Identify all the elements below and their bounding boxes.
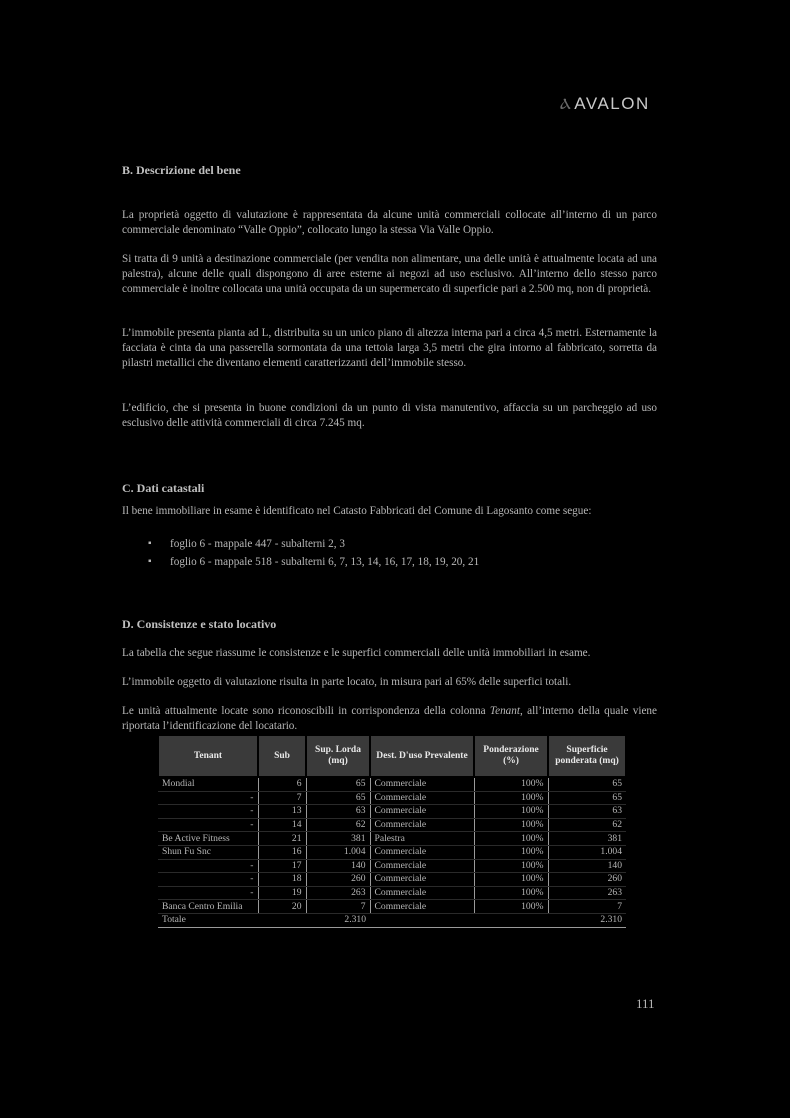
cell-tenant: Be Active Fitness <box>158 832 258 846</box>
cell-tenant: - <box>158 873 258 887</box>
cell-sup: 7 <box>306 900 370 914</box>
cell-supp: 65 <box>548 777 626 791</box>
cell-supp: 381 <box>548 832 626 846</box>
cell-dest: Commerciale <box>370 886 474 900</box>
section-b-paragraph-4: L’edificio, che si presenta in buone condizioni da un punto di vista manutentivo, affaccia su un parcheggio ad uso esclusivo delle attività commerciali di circa 7.245 mq. <box>122 402 657 429</box>
cell-tenant: - <box>158 791 258 805</box>
cell-sub: 19 <box>258 886 306 900</box>
cell-dest: Palestra <box>370 832 474 846</box>
logo-mark-icon: Ⲁ <box>560 96 573 113</box>
cell-sup: 260 <box>306 873 370 887</box>
cell-sub: 7 <box>258 791 306 805</box>
cell-supp: 1.004 <box>548 845 626 859</box>
cell-supp: 65 <box>548 791 626 805</box>
section-b-paragraph-2: Si tratta di 9 unità a destinazione commerciale (per vendita non alimentare, una delle unità è attualmente locata ad una palestra), alcune delle quali dispongono di aree esterne ai negozi ad uso esclusivo. All’interno dello stesso parco commerciale è inoltre collocata una unità occupata da un supermercato di superficie pari a 2.500 mq, non di proprietà. <box>122 253 657 295</box>
table-row <box>158 900 626 914</box>
cell-pond: 100% <box>474 900 548 914</box>
cell-tenant: - <box>158 859 258 873</box>
cell-sub: 18 <box>258 873 306 887</box>
table-row <box>158 805 626 819</box>
section-c-title: C. Dati catastali <box>122 481 205 495</box>
section-d-paragraph-3 <box>122 704 657 734</box>
cell-pond: 100% <box>474 845 548 859</box>
cell-empty <box>474 913 548 927</box>
cell-sub: 14 <box>258 818 306 832</box>
cell-supp: 63 <box>548 805 626 819</box>
cell-sub: 21 <box>258 832 306 846</box>
cell-tenant: - <box>158 818 258 832</box>
cell-tenant: Mondial <box>158 777 258 791</box>
table-row <box>158 832 626 846</box>
table-row <box>158 886 626 900</box>
text-run: Le unità attualmente locate sono riconoscibili in corrispondenza della colonna <box>122 705 490 717</box>
cadastral-list <box>148 537 479 573</box>
cell-tenant: Shun Fu Snc <box>158 845 258 859</box>
cell-sup: 140 <box>306 859 370 873</box>
cell-supp: 260 <box>548 873 626 887</box>
total-supp: 2.310 <box>548 913 626 927</box>
header-sub: Sub <box>258 735 306 777</box>
text-run: , all’interno della quale viene riportata l’identificazione del locatario. <box>122 705 657 732</box>
cell-sup: 1.004 <box>306 845 370 859</box>
cell-dest: Commerciale <box>370 900 474 914</box>
header-sup-lorda: Sup. Lorda (mq) <box>306 735 370 777</box>
list-item: ▪ foglio 6 - mappale 447 - subalterni 2, 3 <box>148 537 479 555</box>
cell-tenant: Banca Centro Emilia <box>158 900 258 914</box>
cell-sub: 13 <box>258 805 306 819</box>
brand-logo <box>560 94 650 114</box>
list-item: ▪ foglio 6 - mappale 518 - subalterni 6, 7, 13, 14, 16, 17, 18, 19, 20, 21 <box>148 555 479 573</box>
cell-pond: 100% <box>474 777 548 791</box>
cell-pond: 100% <box>474 805 548 819</box>
cell-dest: Commerciale <box>370 791 474 805</box>
table-row <box>158 818 626 832</box>
table-row <box>158 791 626 805</box>
cell-dest: Commerciale <box>370 845 474 859</box>
section-d-paragraph-2: L’immobile oggetto di valutazione risulta in parte locato, in misura pari al 65% delle superfici totali. <box>122 676 572 688</box>
header-ponderazione: Ponderazione (%) <box>474 735 548 777</box>
cell-empty <box>370 913 474 927</box>
emphasis-text: Tenant <box>489 705 520 717</box>
cell-empty <box>258 913 306 927</box>
tenant-table <box>157 734 627 928</box>
cell-sup: 63 <box>306 805 370 819</box>
cell-supp: 7 <box>548 900 626 914</box>
cell-supp: 62 <box>548 818 626 832</box>
cell-sup: 381 <box>306 832 370 846</box>
section-d-title: D. Consistenze e stato locativo <box>122 617 277 631</box>
header-tenant: Tenant <box>158 735 258 777</box>
section-b-paragraph-1: La proprietà oggetto di valutazione è rappresentata da alcune unità commerciali collocate all’interno di un parco commerciale denominato “Valle Oppio”, collocato lungo la stessa Via Valle Oppio. <box>122 209 657 236</box>
total-label: Totale <box>158 913 258 927</box>
header-sup-ponderata: Superficie ponderata (mq) <box>548 735 626 777</box>
cell-dest: Commerciale <box>370 859 474 873</box>
cell-sub: 16 <box>258 845 306 859</box>
logo-text: AVALON <box>574 94 650 113</box>
section-b-paragraph-3: L’immobile presenta pianta ad L, distribuita su un unico piano di altezza interna pari a circa 4,5 metri. Esternamente la facciata è cinta da una passerella sormontata da una tettoia larga 3,5 metri che gira intorno al fabbricato, sorretta da pilastri metallici che diventano elementi caratterizzanti dell’immobile stesso. <box>122 327 657 369</box>
cell-sup: 65 <box>306 777 370 791</box>
table-header-row <box>158 735 626 777</box>
cell-sub: 17 <box>258 859 306 873</box>
cell-dest: Commerciale <box>370 818 474 832</box>
table-row <box>158 873 626 887</box>
cell-supp: 140 <box>548 859 626 873</box>
table-row <box>158 859 626 873</box>
cell-dest: Commerciale <box>370 873 474 887</box>
cell-sup: 62 <box>306 818 370 832</box>
cell-pond: 100% <box>474 886 548 900</box>
cell-sub: 20 <box>258 900 306 914</box>
cell-tenant: - <box>158 805 258 819</box>
cell-pond: 100% <box>474 832 548 846</box>
cell-sub: 6 <box>258 777 306 791</box>
cell-tenant: - <box>158 886 258 900</box>
cell-dest: Commerciale <box>370 777 474 791</box>
section-b-title: B. Descrizione del bene <box>122 163 241 177</box>
total-sup: 2.310 <box>306 913 370 927</box>
table-row <box>158 777 626 791</box>
cell-pond: 100% <box>474 873 548 887</box>
section-d-paragraph-1: La tabella che segue riassume le consistenze e le superfici commerciali delle unità immobiliari in esame. <box>122 647 591 659</box>
cell-sup: 263 <box>306 886 370 900</box>
header-dest-uso: Dest. D'uso Prevalente <box>370 735 474 777</box>
table-row <box>158 845 626 859</box>
cell-pond: 100% <box>474 818 548 832</box>
page-number: 111 <box>636 996 655 1011</box>
cell-pond: 100% <box>474 859 548 873</box>
cell-pond: 100% <box>474 791 548 805</box>
cell-sup: 65 <box>306 791 370 805</box>
cell-supp: 263 <box>548 886 626 900</box>
section-c-paragraph-1: Il bene immobiliare in esame è identificato nel Catasto Fabbricati del Comune di Lagosanto come segue: <box>122 505 592 517</box>
table-total-row <box>158 913 626 927</box>
cell-dest: Commerciale <box>370 805 474 819</box>
